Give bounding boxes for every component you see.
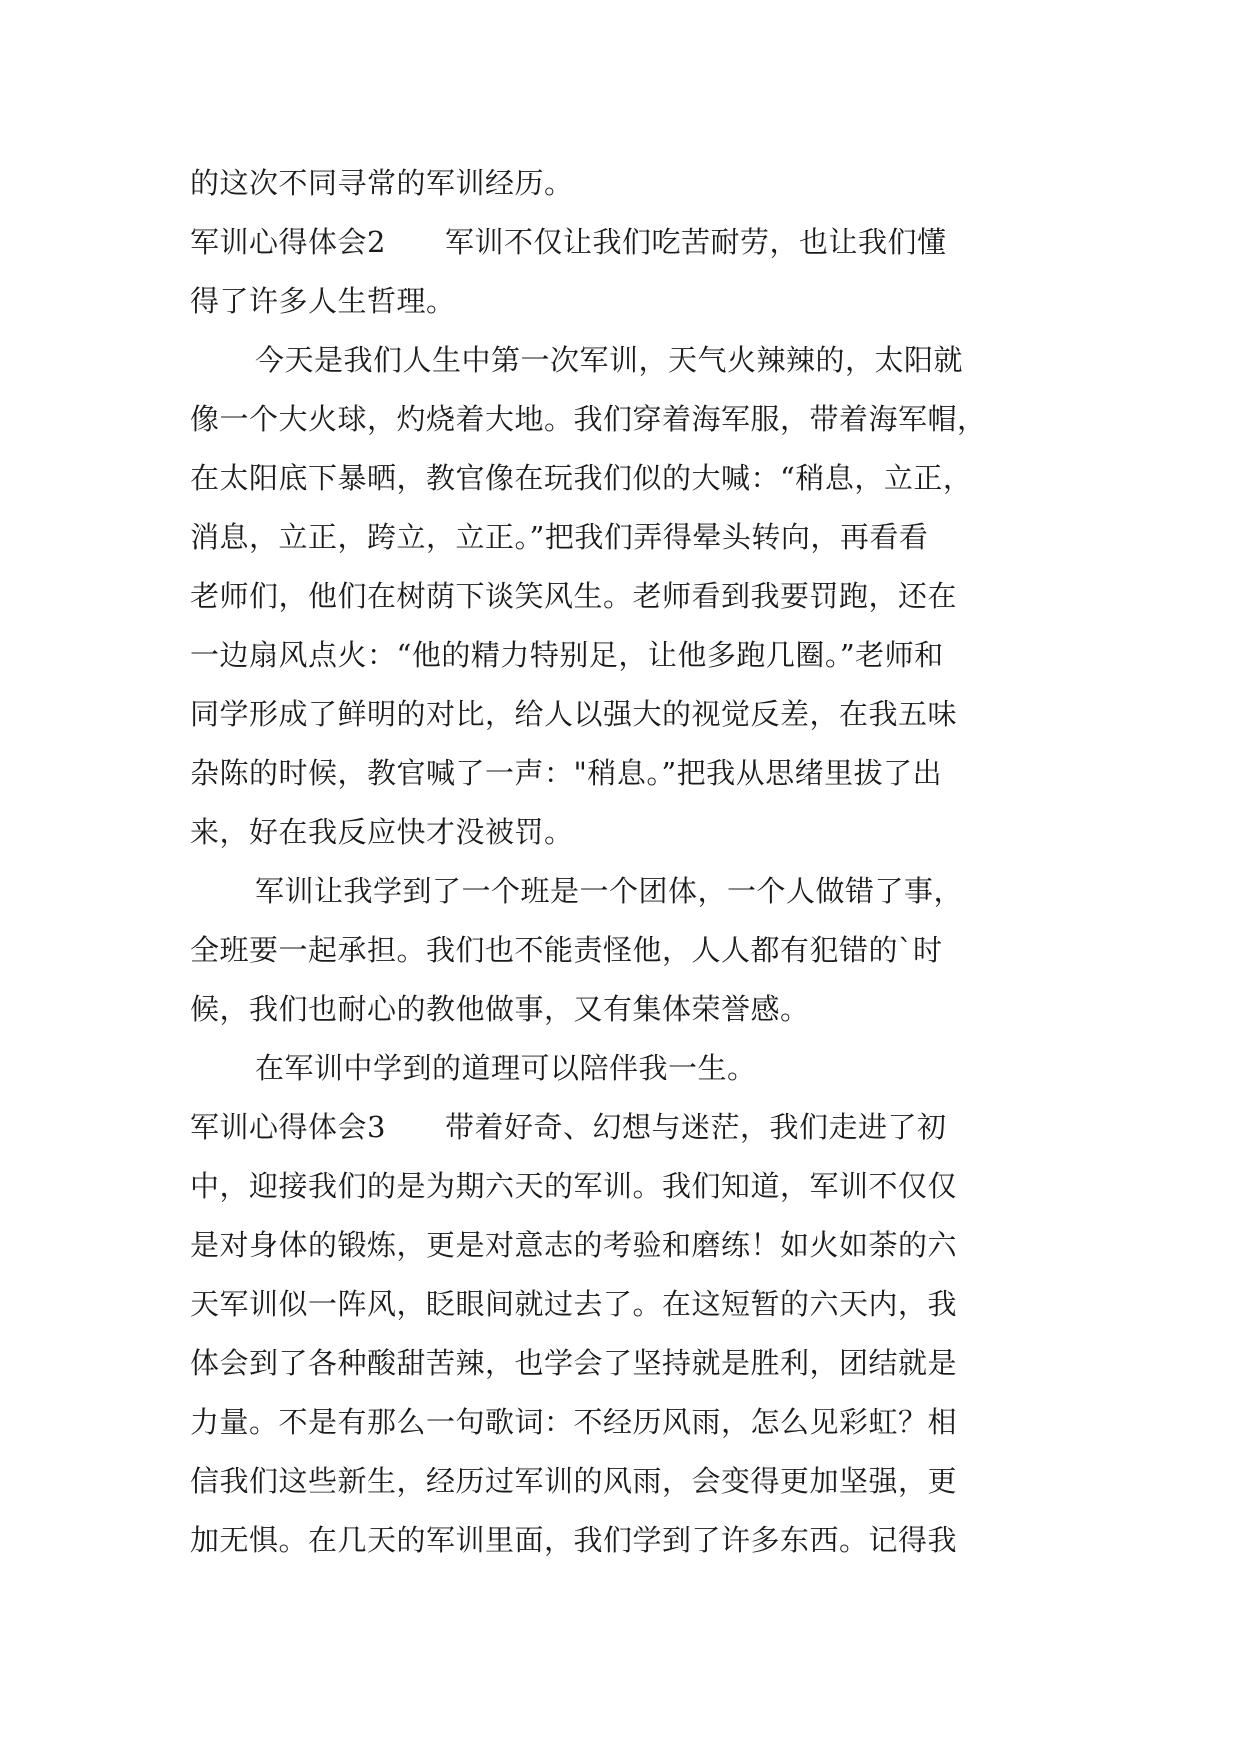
text-line: 同学形成了鲜明的对比，给人以强大的视觉反差，在我五味 (190, 697, 958, 731)
section-heading-line: 军训心得体会2 军训不仅让我们吃苦耐劳，也让我们懂 (190, 225, 947, 259)
paragraph-start-line: 今天是我们人生中第一次军训，天气火辣辣的，太阳就 (255, 343, 964, 377)
text-line: 像一个大火球，灼烧着大地。我们穿着海军服，带着海军帽， (190, 402, 987, 436)
text-line: 老师们，他们在树荫下谈笑风生。老师看到我要罚跑，还在 (190, 579, 958, 613)
text-line: 杂陈的时候，教官喊了一声："稍息。”把我从思绪里拔了出 (190, 756, 943, 790)
text-line: 一边扇风点火：“他的精力特别足，让他多跑几圈。”老师和 (190, 638, 944, 672)
text-line: 在太阳底下暴晒，教官像在玩我们似的大喊：“稍息，立正， (190, 461, 973, 495)
text-line: 信我们这些新生，经历过军训的风雨，会变得更加坚强，更 (190, 1464, 958, 1498)
text-line: 体会到了各种酸甜苦辣，也学会了坚持就是胜利，团结就是 (190, 1346, 958, 1380)
text-line: 的这次不同寻常的军训经历。 (190, 166, 574, 200)
text-line: 得了许多人生哲理。 (190, 284, 456, 318)
text-line: 中，迎接我们的是为期六天的军训。我们知道，军训不仅仅 (190, 1169, 958, 1203)
text-line: 天军训似一阵风，眨眼间就过去了。在这短暂的六天内，我 (190, 1287, 958, 1321)
text-line: 消息，立正，跨立，立正。”把我们弄得晕头转向，再看看 (190, 520, 929, 554)
text-line: 力量。不是有那么一句歌词：不经历风雨，怎么见彩虹？相 (190, 1405, 958, 1439)
text-line: 全班要一起承担。我们也不能责怪他，人人都有犯错的`时 (190, 933, 943, 967)
text-line: 加无惧。在几天的军训里面，我们学到了许多东西。记得我 (190, 1523, 958, 1557)
paragraph-start-line: 军训让我学到了一个班是一个团体，一个人做错了事， (255, 874, 964, 908)
text-line: 来，好在我反应快才没被罚。 (190, 815, 574, 849)
paragraph-start-line: 在军训中学到的道理可以陪伴我一生。 (255, 1051, 757, 1085)
text-line: 候，我们也耐心的教他做事，又有集体荣誉感。 (190, 992, 810, 1026)
section-heading-line: 军训心得体会3 带着好奇、幻想与迷茫，我们走进了初 (190, 1110, 947, 1144)
text-line: 是对身体的锻炼，更是对意志的考验和磨练！如火如荼的六 (190, 1228, 958, 1262)
